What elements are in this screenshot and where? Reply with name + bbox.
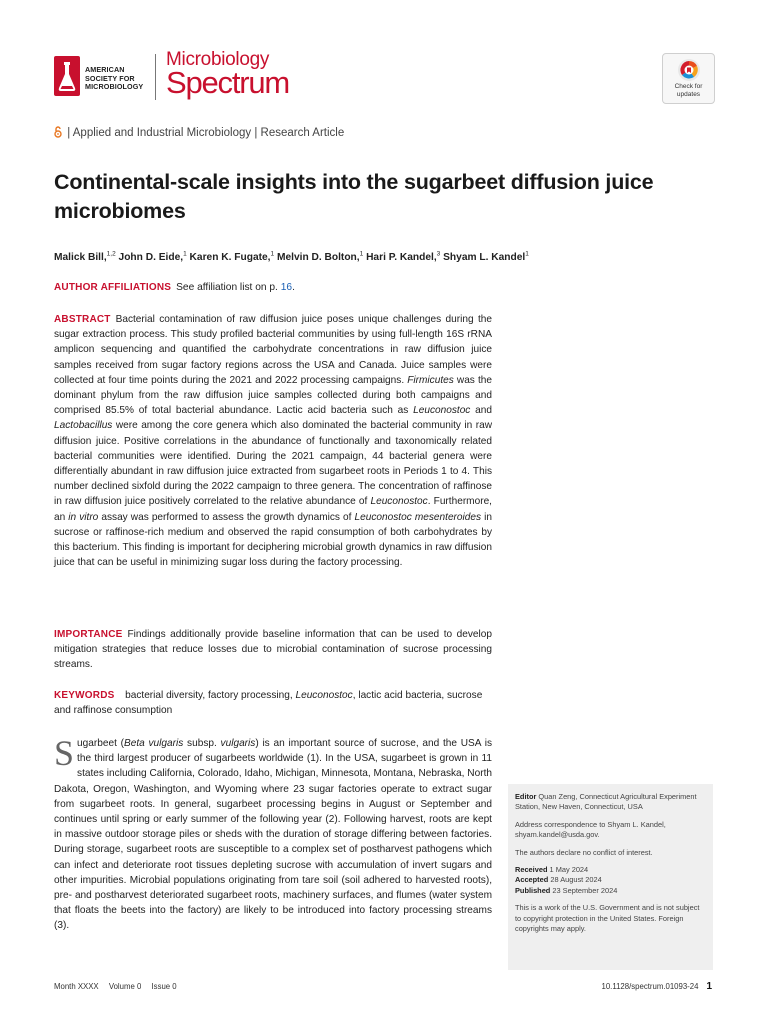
correspondence[interactable]: Address correspondence to Shyam L. Kandel, shyam.kandel@usda.gov. [515, 819, 666, 840]
author[interactable]: Karen K. Fugate,$^1$ [189, 251, 275, 264]
check-for-updates-badge[interactable] [662, 53, 715, 104]
affiliations-text: See affiliation list on p. [176, 282, 278, 293]
article-category [54, 126, 344, 139]
check-updates-line-2: updates [676, 91, 701, 98]
check-updates-line-1: Check for [674, 83, 703, 90]
author[interactable]: Hari P. Kandel,$^3$ [366, 251, 441, 264]
article-type: Research Article [260, 127, 345, 139]
footer-month: Month XXXX [54, 982, 99, 991]
conflict-statement: The authors declare no conflict of interest. [515, 847, 653, 857]
asm-flask-logo-icon [54, 56, 80, 96]
keywords-label: KEYWORDS [54, 690, 115, 701]
importance-label: IMPORTANCE [54, 629, 123, 640]
journal-name-line-1: Microbiology [166, 49, 270, 70]
article-dates: Received 1 May 2024 Accepted 28 August 2024 Published 23 September 2024 [515, 865, 618, 895]
publisher-line-2: SOCIETY FOR [85, 73, 135, 83]
header-divider [155, 54, 156, 100]
copyright-notice: This is a work of the U.S. Government and is not subject to copyright protection in the United States. Foreign copyrights may apply. [515, 903, 700, 934]
asm-logo[interactable] [54, 56, 152, 100]
footer-volume: Volume 0 [108, 982, 142, 991]
footer-doi[interactable]: 10.1128/spectrum.01093-24 [601, 982, 699, 991]
article-section[interactable]: Applied and Industrial Microbiology [72, 127, 252, 139]
keywords: KEYWORDS bacterial diversity, factory processing, Leuconostoc, lactic acid bacteria, sucrose and raffinose consumption [54, 690, 483, 717]
article-title: Continental-scale insights into the sugarbeet diffusion juice microbiomes [54, 170, 654, 223]
article-info-sidebar [508, 784, 713, 970]
page-number: 1 [706, 981, 712, 992]
check-updates-icon [677, 58, 701, 82]
affiliations-page-link[interactable]: 16 [280, 282, 293, 293]
importance: IMPORTANCE Findings additionally provide baseline information that can be used to develop mitigation strategies that reduce losses due to microbial contamination of sucrose processing streams. [54, 629, 492, 671]
footer-issue: Issue 0 [151, 982, 177, 991]
category-separator: | [67, 127, 71, 139]
category-separator: | [254, 127, 258, 139]
abstract-label: ABSTRACT [54, 314, 111, 325]
author[interactable]: John D. Eide,$^1$ [118, 251, 187, 264]
journal-logo[interactable] [166, 50, 289, 98]
author-affiliations: AUTHOR AFFILIATIONS See affiliation list on p. 16. [54, 282, 295, 293]
publisher-line-1: AMERICAN [85, 65, 125, 74]
publisher-line-3: MICROBIOLOGY [85, 82, 144, 92]
journal-name-line-2: Spectrum [166, 65, 290, 100]
open-access-icon [54, 126, 62, 138]
abstract: ABSTRACT Bacterial contamination of raw diffusion juice poses unique challenges during the sugar extraction process. This study profiled bacterial communities by using full-length 16S rRNA amplicon sequencing and quantified the carbohydrate concentrations in raw diffusion juice samples received from sugar factory regions across the USA and Canada. Juice samples were collected at four time points during the 2021 and 2022 processing campaigns. Firmicutes was the dominant phylum from the raw diffusion juice samples collected during both campaigns and comprised 85.5% of total bacterial abundance. Lactic acid bacteria such as Leuconostoc and Lactobacillus were among the core genera which also dominated the bacterial community in raw diffusion juice. Positive correlations in the abundance of functionally and taxonomically related bacterial communities were identified. During the 2021 campaign, 44 bacterial genera were differentially abundant in raw diffusion juice extracted from sugarbeet roots in Periods 1 to 4. This number declined sixfold during the 2022 campaign to three genera. The concentration of raffinose in raw diffusion juice positively correlated to the relative abundance of Leuconostoc. Furthermore, an in vitro assay was performed to assess the growth dynamics of Leuconostoc mesenteroides in sucrose or raffinose-rich medium and observed the rapid consumption of both carbohydrates by this bacterium. This finding is important for deciphering microbial growth dynamics in raw diffusion juice that can be useful in minimizing sugar loss during the factory processing. [54, 314, 492, 569]
author[interactable]: Malick Bill,$^{1,2}$ [54, 251, 116, 264]
footer-citation [54, 982, 185, 991]
author[interactable]: Shyam L. Kandel$^1$ [443, 251, 529, 264]
footer-doi-page [601, 981, 712, 992]
affiliations-label: AUTHOR AFFILIATIONS [54, 282, 172, 293]
author[interactable]: Melvin D. Bolton,$^1$ [276, 251, 364, 264]
editor-info: Editor Quan Zeng, Connecticut Agricultural Experiment Station, New Haven, Connecticut, USA [515, 792, 697, 812]
drop-cap: S [54, 733, 75, 773]
publisher-name [85, 66, 143, 92]
body-paragraph: Sugarbeet (Beta vulgaris subsp. vulgaris) is an important source of sucrose, and the USA is the third largest producer of sugarbeets worldwide (1). In the USA, sugarbeet is grown in 11 states including California, Colorado, Idaho, Michigan, Minnesota, Montana, Nebraska, North Dakota, Oregon, Washington, and Wyoming where 23 sugar factories operate to extract sugar from sugarbeet roots. In general, sugarbeet processing begins in August or September and continues until spring or early summer of the following year (2). Following harvest, roots are kept in massive outdoor storage piles or sheds with the duration of storage differing between factories. During storage, sugarbeet roots are susceptible to a complex set of postharvest pathogens which can infect and deteriorate root tissues depleting sucrose with accumulation of invert sugars and other impurities. Microbial populations originating from tare soil (soil adhered to harvested roots), pre- and postharvest deteriorated sugarbeet roots, machinery surfaces, and flumes (water system that floats the beets into the factory) are likely to be introduced into factory processing streams (3). [54, 733, 492, 932]
author-list [54, 251, 614, 263]
